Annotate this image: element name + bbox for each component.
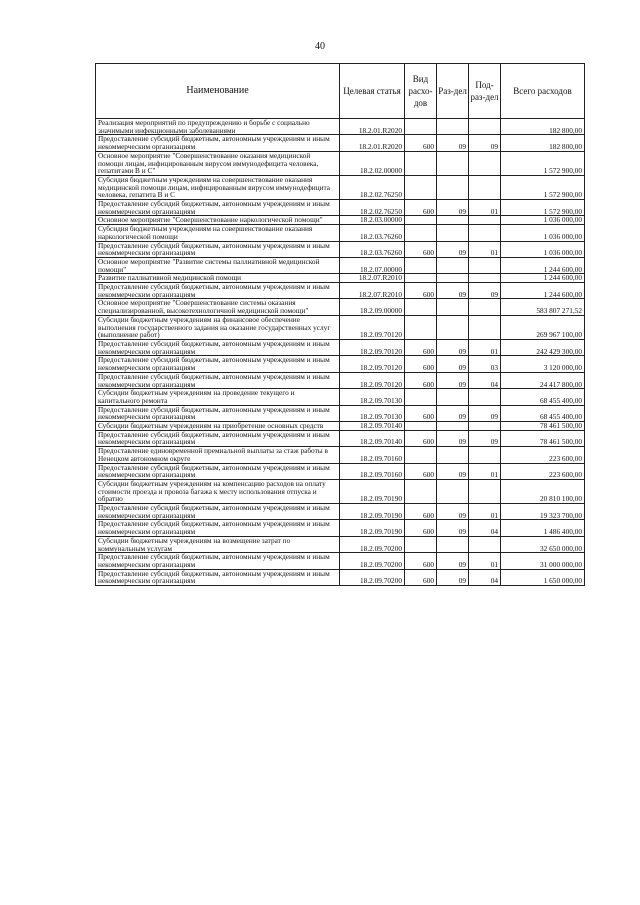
cell-vid (405, 216, 437, 225)
cell-name: Субсидии бюджетным учреждениям на приобретение основных средств (96, 422, 340, 431)
table-row (96, 151, 585, 175)
cell-podrazdel: 01 (469, 463, 501, 479)
table-row (96, 479, 585, 503)
cell-code: 18.2.02.00000 (340, 151, 405, 175)
table-row (96, 283, 585, 299)
cell-vid: 600 (405, 283, 437, 299)
cell-total: 1 486 400,00 (501, 520, 585, 536)
cell-code: 18.2.09.70200 (340, 569, 405, 585)
cell-total: 78 461 500,00 (501, 422, 585, 431)
cell-code: 18.2.09.70190 (340, 479, 405, 503)
cell-razdel: 09 (437, 200, 469, 216)
cell-podrazdel: 09 (469, 135, 501, 151)
cell-vid (405, 151, 437, 175)
cell-razdel: 09 (437, 463, 469, 479)
cell-code: 18.2.09.70190 (340, 504, 405, 520)
cell-vid: 600 (405, 356, 437, 372)
cell-total: 3 120 000,00 (501, 356, 585, 372)
cell-razdel (437, 299, 469, 315)
cell-code: 18.2.09.70160 (340, 463, 405, 479)
cell-total: 68 455 400,00 (501, 405, 585, 421)
cell-code: 18.2.09.70130 (340, 405, 405, 421)
table-row (96, 504, 585, 520)
cell-total: 1 036 000,00 (501, 241, 585, 257)
cell-vid: 600 (405, 372, 437, 388)
cell-vid: 600 (405, 520, 437, 536)
cell-code: 18.2.07.00000 (340, 257, 405, 273)
cell-total: 1 244 600,00 (501, 283, 585, 299)
cell-razdel (437, 479, 469, 503)
table-row (96, 389, 585, 405)
cell-vid (405, 274, 437, 283)
cell-podrazdel (469, 479, 501, 503)
cell-razdel: 09 (437, 405, 469, 421)
cell-total: 1 572 900,00 (501, 200, 585, 216)
table-row (96, 569, 585, 585)
cell-podrazdel: 04 (469, 372, 501, 388)
table-row (96, 135, 585, 151)
cell-podrazdel (469, 422, 501, 431)
cell-total: 24 417 800,00 (501, 372, 585, 388)
cell-total: 68 455 400,00 (501, 389, 585, 405)
cell-code: 18.2.02.76250 (340, 200, 405, 216)
cell-vid: 600 (405, 569, 437, 585)
table-row (96, 339, 585, 355)
cell-name: Основное мероприятие "Совершенствование наркологической помощи" (96, 216, 340, 225)
cell-razdel: 09 (437, 569, 469, 585)
cell-code: 18.2.09.70120 (340, 315, 405, 339)
cell-name: Субсидии бюджетным учреждениям на компенсацию расходов на оплату стоимости проезда и провоза багажа к месту использования отпуска и обратно (96, 479, 340, 503)
cell-name: Основное мероприятие "Развитие системы паллиативной медицинской помощи" (96, 257, 340, 273)
cell-podrazdel (469, 225, 501, 241)
cell-total: 242 429 300,00 (501, 339, 585, 355)
table-row (96, 200, 585, 216)
cell-total: 78 461 500,00 (501, 430, 585, 446)
cell-total: 583 807 271,52 (501, 299, 585, 315)
table-row (96, 119, 585, 135)
cell-podrazdel: 09 (469, 283, 501, 299)
table-body (96, 119, 585, 586)
cell-name: Реализация мероприятий по предупреждению и борьбе с социально значимыми инфекционными заболеваниями (96, 119, 340, 135)
cell-name: Предоставление субсидий бюджетным, автономным учреждениям и иным некоммерческим организациям (96, 520, 340, 536)
cell-code: 18.2.09.70160 (340, 447, 405, 463)
cell-podrazdel: 09 (469, 430, 501, 446)
cell-razdel (437, 151, 469, 175)
cell-code: 18.2.03.00000 (340, 216, 405, 225)
cell-total: 269 967 100,00 (501, 315, 585, 339)
cell-name: Субсидии бюджетным учреждениям на проведение текущего и капитального ремонта (96, 389, 340, 405)
cell-podrazdel: 01 (469, 339, 501, 355)
cell-code: 18.2.09.70190 (340, 520, 405, 536)
table-row (96, 175, 585, 199)
cell-code: 18.2.09.70130 (340, 389, 405, 405)
cell-razdel: 09 (437, 504, 469, 520)
header-total: Всего расходов (501, 64, 585, 119)
cell-code: 18.2.03.76260 (340, 241, 405, 257)
cell-vid (405, 422, 437, 431)
cell-total: 182 800,00 (501, 135, 585, 151)
cell-name: Предоставление субсидий бюджетным, автономным учреждениям и иным некоммерческим организациям (96, 405, 340, 421)
cell-razdel (437, 389, 469, 405)
cell-code: 18.2.09.70200 (340, 536, 405, 552)
cell-name: Предоставление субсидий бюджетным, автономным учреждениям и иным некоммерческим организациям (96, 504, 340, 520)
cell-name: Предоставление субсидий бюджетным, автономным учреждениям и иным некоммерческим организациям (96, 356, 340, 372)
cell-vid: 600 (405, 339, 437, 355)
table-row (96, 356, 585, 372)
header-vid: Вид расхо-дов (405, 64, 437, 119)
table-row (96, 315, 585, 339)
cell-vid (405, 225, 437, 241)
cell-code: 18.2.03.76260 (340, 225, 405, 241)
cell-podrazdel: 01 (469, 241, 501, 257)
cell-podrazdel: 01 (469, 553, 501, 569)
cell-razdel: 09 (437, 135, 469, 151)
cell-podrazdel (469, 389, 501, 405)
cell-podrazdel (469, 315, 501, 339)
cell-vid (405, 119, 437, 135)
header-podrazdel: Под-раз-дел (469, 64, 501, 119)
table-row (96, 274, 585, 283)
cell-vid (405, 536, 437, 552)
cell-vid: 600 (405, 200, 437, 216)
cell-razdel (437, 225, 469, 241)
cell-total: 20 810 100,00 (501, 479, 585, 503)
cell-code: 18.2.09.00000 (340, 299, 405, 315)
cell-name: Предоставление субсидий бюджетным, автономным учреждениям и иным некоммерческим организациям (96, 283, 340, 299)
cell-podrazdel (469, 216, 501, 225)
cell-name: Развитие паллиативной медицинской помощи (96, 274, 340, 283)
page-number: 40 (315, 41, 325, 52)
cell-podrazdel (469, 257, 501, 273)
cell-name: Субсидии бюджетным учреждениям на финансовое обеспечение выполнения государственного задания на оказание государственных услуг (выполнение работ) (96, 315, 340, 339)
cell-vid: 600 (405, 504, 437, 520)
cell-podrazdel: 04 (469, 520, 501, 536)
cell-name: Предоставление субсидий бюджетным, автономным учреждениям и иным некоммерческим организациям (96, 430, 340, 446)
cell-name: Субсидия бюджетным учреждениям на совершенствование оказания наркологической помощи (96, 225, 340, 241)
cell-name: Предоставление субсидий бюджетным, автономным учреждениям и иным некоммерческим организациям (96, 553, 340, 569)
cell-razdel: 09 (437, 372, 469, 388)
cell-vid (405, 389, 437, 405)
cell-vid: 600 (405, 463, 437, 479)
cell-name: Предоставление субсидий бюджетным, автономным учреждениям и иным некоммерческим организациям (96, 569, 340, 585)
cell-razdel: 09 (437, 356, 469, 372)
table-row (96, 299, 585, 315)
cell-name: Субсидия бюджетным учреждениям на совершенствование оказания медицинской помощи лицам, инфицированным вирусом иммунодефицита человека, гепатита В и С (96, 175, 340, 199)
cell-total: 1 650 000,00 (501, 569, 585, 585)
cell-podrazdel: 04 (469, 569, 501, 585)
cell-code: 18.2.09.70200 (340, 553, 405, 569)
table-row (96, 405, 585, 421)
cell-name: Предоставление субсидий бюджетным, автономным учреждениям и иным некоммерческим организациям (96, 339, 340, 355)
cell-total: 32 650 000,00 (501, 536, 585, 552)
cell-code: 18.2.09.70120 (340, 339, 405, 355)
cell-name: Субсидии бюджетным учреждениям на возмещение затрат по коммунальным услугам (96, 536, 340, 552)
cell-razdel (437, 175, 469, 199)
table-row (96, 241, 585, 257)
table-row (96, 520, 585, 536)
cell-code: 18.2.09.70120 (340, 356, 405, 372)
cell-total: 1 244 600,00 (501, 274, 585, 283)
cell-vid (405, 175, 437, 199)
cell-total: 223 600,00 (501, 447, 585, 463)
table-header-row (96, 64, 585, 119)
cell-podrazdel: 01 (469, 200, 501, 216)
cell-total: 1 036 000,00 (501, 225, 585, 241)
cell-code: 18.2.09.70140 (340, 430, 405, 446)
cell-code: 18.2.09.70120 (340, 372, 405, 388)
cell-podrazdel: 09 (469, 405, 501, 421)
header-razdel: Раз-дел (437, 64, 469, 119)
cell-code: 18.2.01.R2020 (340, 135, 405, 151)
table-row (96, 372, 585, 388)
cell-total: 1 572 900,00 (501, 175, 585, 199)
cell-vid: 600 (405, 430, 437, 446)
table-row (96, 225, 585, 241)
cell-total: 31 000 000,00 (501, 553, 585, 569)
cell-name: Предоставление субсидий бюджетным, автономным учреждениям и иным некоммерческим организациям (96, 200, 340, 216)
table-row (96, 422, 585, 431)
cell-razdel: 09 (437, 241, 469, 257)
cell-razdel (437, 536, 469, 552)
cell-podrazdel (469, 175, 501, 199)
cell-podrazdel (469, 119, 501, 135)
table-row (96, 536, 585, 552)
cell-name: Основное мероприятие "Совершенствование системы оказания специализированной, высокотехнологичной медицинской помощи" (96, 299, 340, 315)
cell-podrazdel (469, 536, 501, 552)
cell-razdel (437, 119, 469, 135)
cell-total: 1 572 900,00 (501, 151, 585, 175)
table-row (96, 257, 585, 273)
cell-name: Основное мероприятие "Совершенствование оказания медицинской помощи лицам, инфицированным вирусом иммунодефицита человека, гепатитами В и С" (96, 151, 340, 175)
cell-total: 223 600,00 (501, 463, 585, 479)
header-name: Наименование (96, 64, 340, 119)
cell-name: Предоставление субсидий бюджетным, автономным учреждениям и иным некоммерческим организациям (96, 372, 340, 388)
cell-podrazdel (469, 151, 501, 175)
table-row (96, 553, 585, 569)
cell-podrazdel (469, 299, 501, 315)
cell-vid: 600 (405, 553, 437, 569)
cell-total: 1 244 600,00 (501, 257, 585, 273)
cell-vid: 600 (405, 405, 437, 421)
cell-razdel (437, 315, 469, 339)
cell-total: 182 800,00 (501, 119, 585, 135)
cell-name: Предоставление единовременной премиальной выплаты за стаж работы в Ненецком автономном округе (96, 447, 340, 463)
table-row (96, 463, 585, 479)
cell-vid (405, 299, 437, 315)
cell-code: 18.2.09.70140 (340, 422, 405, 431)
cell-vid (405, 257, 437, 273)
cell-name: Предоставление субсидий бюджетным, автономным учреждениям и иным некоммерческим организациям (96, 463, 340, 479)
cell-code: 18.2.07.R2010 (340, 274, 405, 283)
cell-vid (405, 315, 437, 339)
cell-razdel: 09 (437, 553, 469, 569)
cell-vid: 600 (405, 135, 437, 151)
cell-code: 18.2.07.R2010 (340, 283, 405, 299)
cell-name: Предоставление субсидий бюджетным, автономным учреждениям и иным некоммерческим организациям (96, 241, 340, 257)
cell-total: 19 323 700,00 (501, 504, 585, 520)
table-row (96, 430, 585, 446)
header-code: Целевая статья (340, 64, 405, 119)
cell-podrazdel: 03 (469, 356, 501, 372)
table-row (96, 447, 585, 463)
cell-vid (405, 479, 437, 503)
table-row (96, 216, 585, 225)
cell-razdel: 09 (437, 283, 469, 299)
cell-razdel (437, 274, 469, 283)
cell-razdel (437, 447, 469, 463)
cell-vid (405, 447, 437, 463)
cell-code: 18.2.01.R2020 (340, 119, 405, 135)
cell-podrazdel (469, 274, 501, 283)
cell-vid: 600 (405, 241, 437, 257)
cell-code: 18.2.02.76250 (340, 175, 405, 199)
cell-podrazdel: 01 (469, 504, 501, 520)
cell-podrazdel (469, 447, 501, 463)
cell-razdel (437, 422, 469, 431)
cell-razdel: 09 (437, 430, 469, 446)
cell-razdel: 09 (437, 520, 469, 536)
cell-razdel (437, 257, 469, 273)
cell-total: 1 036 000,00 (501, 216, 585, 225)
cell-razdel: 09 (437, 339, 469, 355)
cell-razdel (437, 216, 469, 225)
budget-table (95, 63, 585, 586)
cell-name: Предоставление субсидий бюджетным, автономным учреждениям и иным некоммерческим организациям (96, 135, 340, 151)
